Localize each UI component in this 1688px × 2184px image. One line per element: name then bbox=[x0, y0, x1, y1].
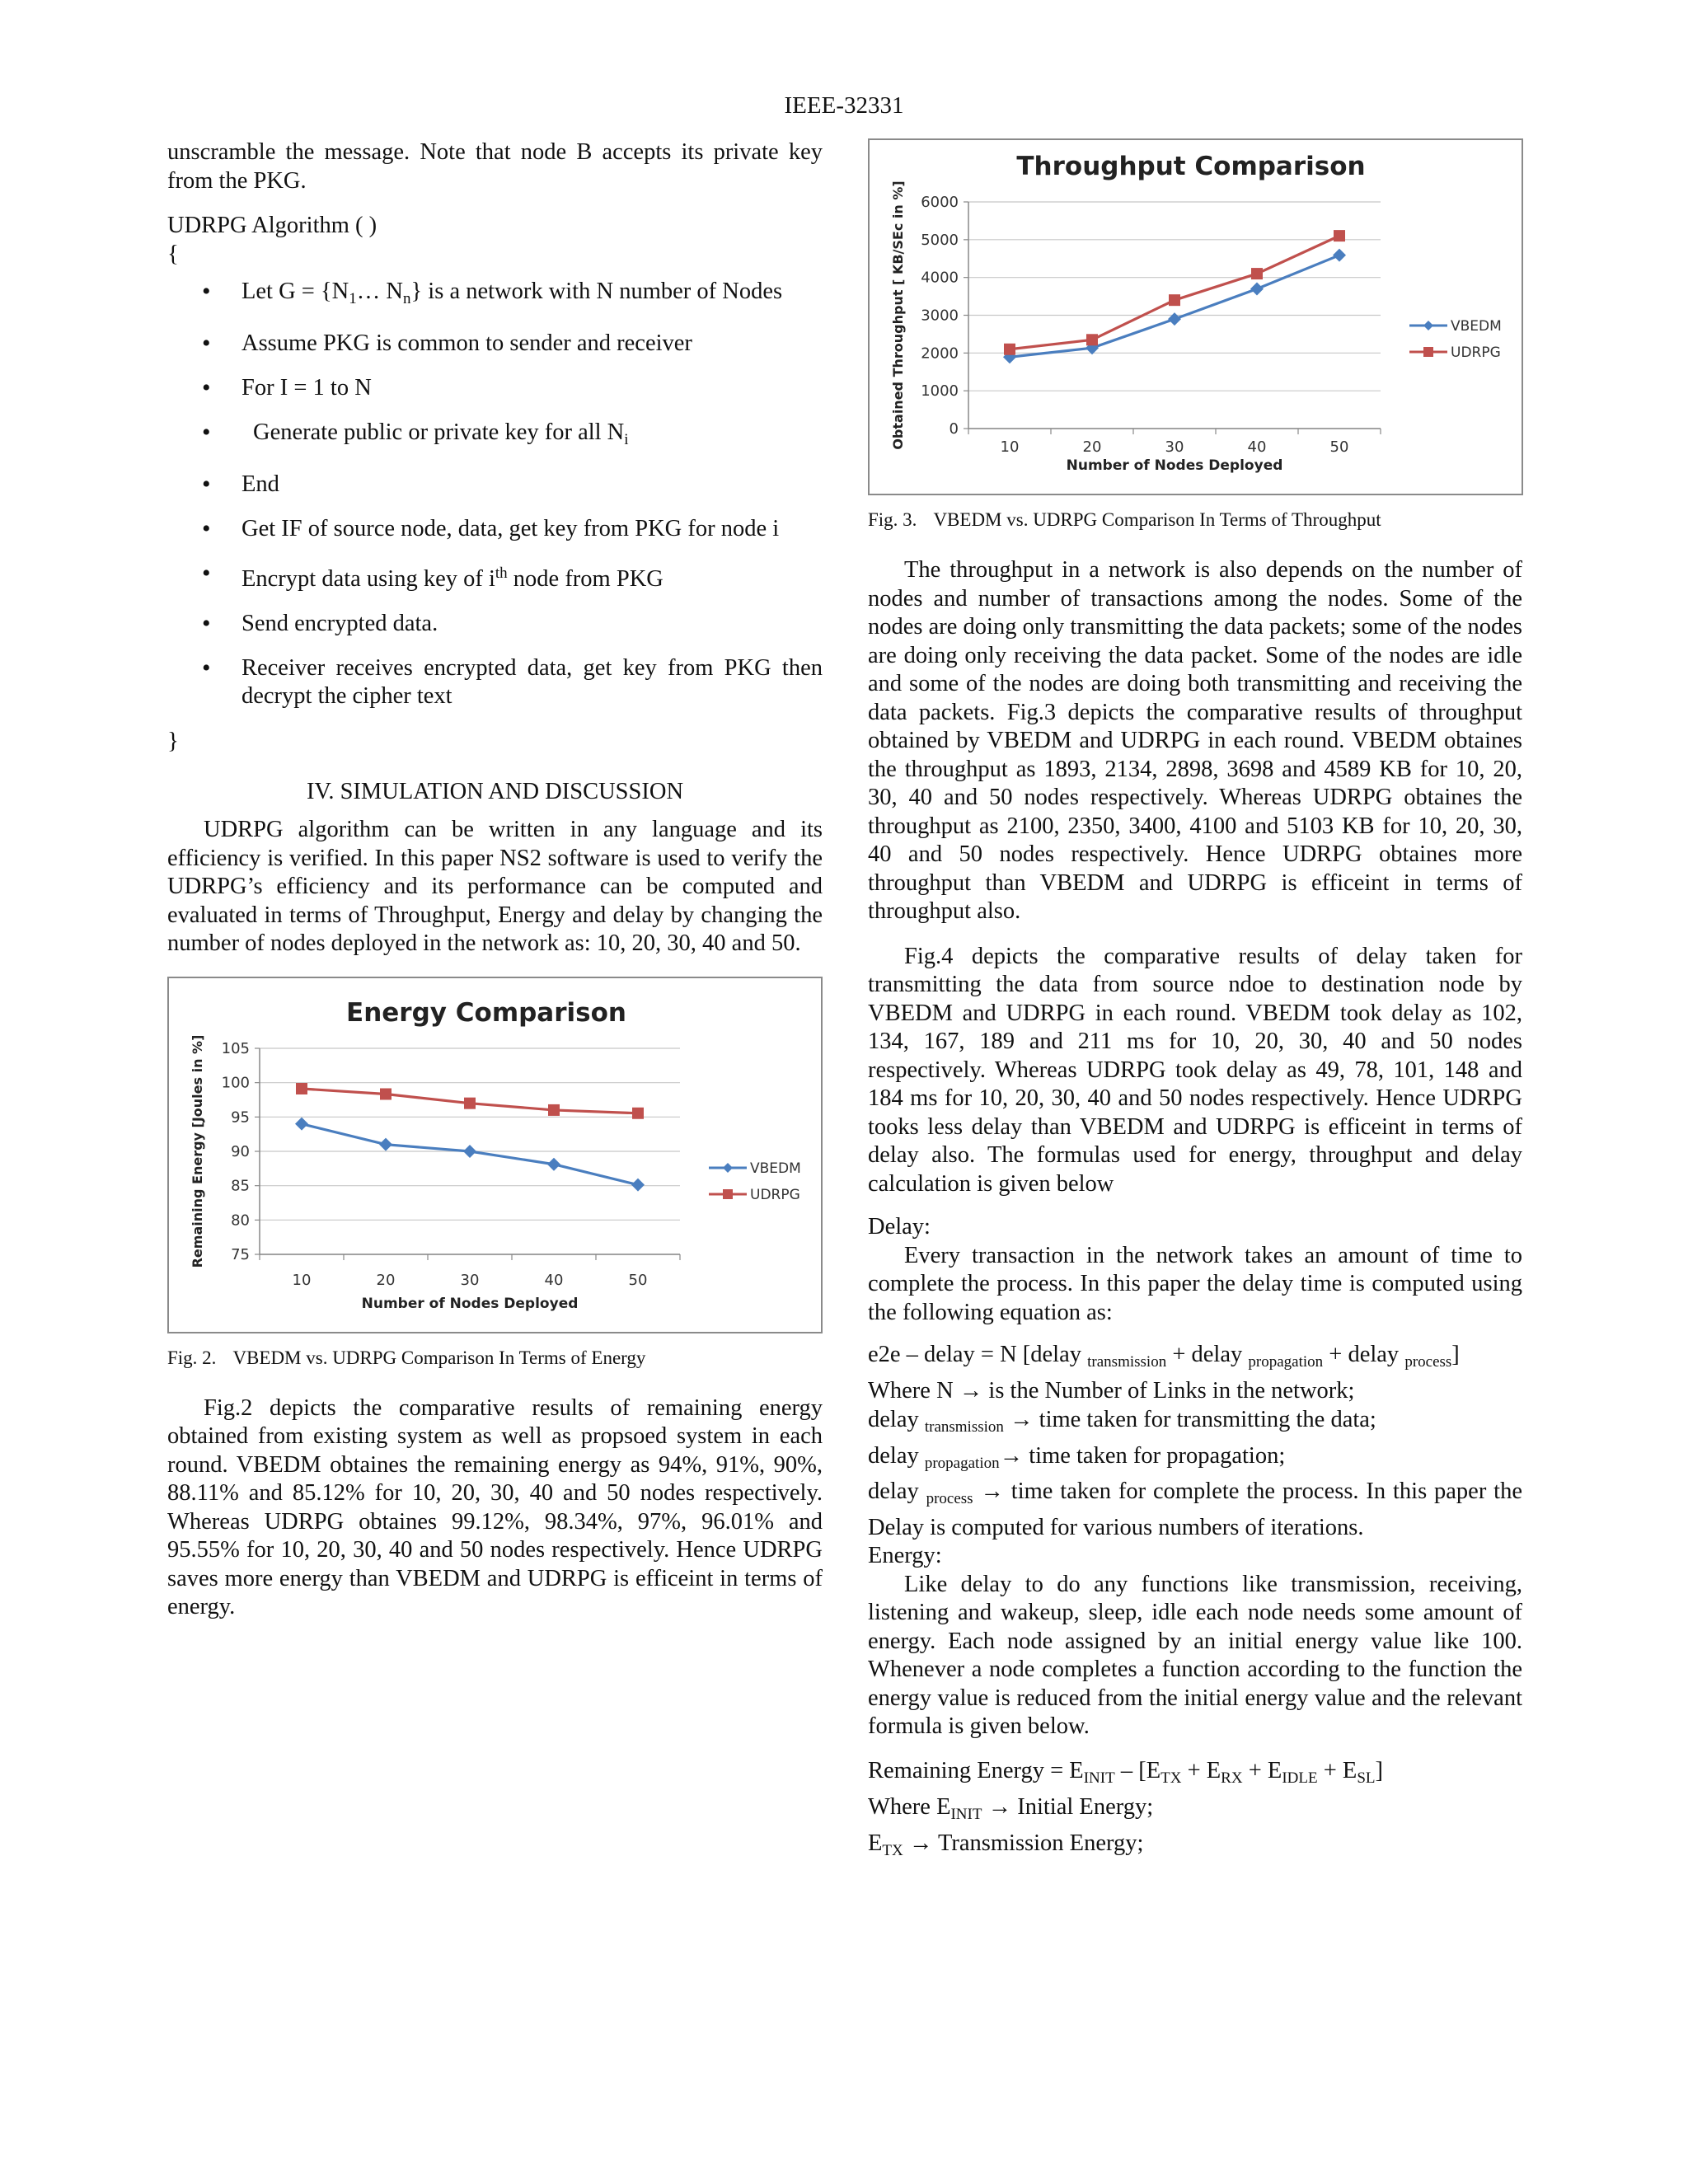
series-line-vbedm bbox=[1010, 255, 1339, 358]
where-einit-line: Where $E_{INIT}$ → Initial Energy; bbox=[868, 1793, 1154, 1823]
x-tick-label: 50 bbox=[1329, 438, 1349, 456]
algorithm-step: • For I = 1 to N bbox=[167, 374, 823, 402]
legend-label-udrpg: UDRPG bbox=[1451, 344, 1501, 361]
y-tick-label: 4000 bbox=[921, 269, 959, 287]
delay-transmission-line: delay $_{transmission}$ → time taken for transmitting the data; bbox=[868, 1407, 1376, 1436]
x-axis-label: Number of Nodes Deployed bbox=[361, 1295, 579, 1312]
intro-paragraph: unscramble the message. Note that node B accepts its private key from the PKG. bbox=[167, 139, 823, 194]
algorithm-step: • Send encrypted data. bbox=[167, 610, 823, 638]
algorithm-steps bbox=[167, 278, 823, 710]
algorithm-step: • Receiver receives encrypted data, get key from PKG then decrypt the cipher text bbox=[167, 654, 823, 710]
legend-label-vbedm: VBEDM bbox=[1451, 318, 1502, 335]
data-point-udrpg bbox=[464, 1097, 476, 1108]
y-axis-label: Remaining Energy [Joules in %] bbox=[190, 1034, 205, 1268]
series-line-udrpg bbox=[1010, 236, 1339, 349]
y-tick-label: 95 bbox=[231, 1108, 250, 1126]
fig2-caption: Fig. 2. VBEDM vs. UDRPG Comparison In Terms of Energy bbox=[167, 1347, 646, 1368]
x-tick-label: 20 bbox=[376, 1271, 396, 1289]
y-tick-label: 80 bbox=[231, 1211, 250, 1229]
y-tick-label: 5000 bbox=[921, 231, 959, 249]
legend-label-udrpg: UDRPG bbox=[750, 1186, 800, 1203]
y-tick-label: 3000 bbox=[921, 307, 959, 325]
y-tick-label: 85 bbox=[231, 1177, 250, 1195]
legend-marker-udrpg bbox=[1423, 347, 1433, 357]
algorithm-step: • Get IF of source node, data, get key from PKG for node i bbox=[167, 515, 823, 543]
x-tick-label: 30 bbox=[460, 1271, 480, 1289]
algorithm-step: • End bbox=[167, 471, 823, 499]
data-point-udrpg bbox=[296, 1083, 307, 1094]
throughput-paragraph: The throughput in a network is also depends on the number of nodes and number of transactions among the nodes. Some of the nodes are doing only transmitting the data packets; some of the nodes are doing only receiving the data packet. Some of the nodes are idle and some of the nodes are doing both transmitting and receiving the data packets. Fig.3 depicts the comparative results of throughput obtained by VBEDM and UDRPG in each round. VBEDM obtaines the throughput as 1893, 2134, 2898, 3698 and 4589 KB for 10, 20, 30, 40 and 50 nodes respectively. Whereas UDRPG obtaines the throughput as 2100, 2350, 3400, 4100 and 5103 KB for 10, 20, 30, 40 and 50 nodes respectively. Hence UDRPG obtaines more throughput than VBEDM and UDRPG is efficeint in terms of throughput also. bbox=[868, 557, 1522, 924]
legend-marker-udrpg bbox=[723, 1189, 733, 1199]
legend-marker-vbedm bbox=[1423, 321, 1433, 330]
y-tick-label: 105 bbox=[221, 1039, 250, 1057]
x-tick-label: 50 bbox=[628, 1271, 648, 1289]
energy-paragraph: Fig.2 depicts the comparative results of remaining energy obtained from existing system as well as propsoed system in each round. VBEDM obtaines the remaining energy as 94%, 91%, 90%, 88.11% and 85.12% for 10, 20, 30, 40 and 50 nodes respectively. Whereas UDRPG obtaines 99.12%, 98.34%, 97%, 96.01% and 95.55% for 10, 20, 30, 40 and 50 nodes respectively. Hence UDRPG saves more energy than VBEDM and UDRPG is efficeint in terms of energy. bbox=[167, 1394, 823, 1619]
data-point-udrpg bbox=[1086, 334, 1098, 345]
y-tick-label: 1000 bbox=[921, 382, 959, 401]
algorithm-step: • Let $G = \{N_1\dots$ $N_n$} is a network with N number of Nodes bbox=[167, 278, 823, 313]
throughput-chart bbox=[870, 140, 1522, 494]
data-point-vbedm bbox=[379, 1137, 392, 1151]
energy-chart-figure bbox=[167, 977, 823, 1333]
left-column bbox=[167, 138, 823, 1622]
remaining-energy-equation: Remaining Energy = $E_{INIT} - [E_{TX} + E_{RX} + E_{IDLE} + E_{SL}]$ bbox=[868, 1757, 1383, 1787]
data-point-vbedm bbox=[1168, 312, 1181, 326]
data-point-udrpg bbox=[1169, 294, 1180, 306]
delay-results-paragraph: Fig.4 depicts the comparative results of delay taken for transmitting the data from source ndoe to destination node by VBEDM and UDRPG in each round. VBEDM took delay as 102, 134, 167, 189 and 211 ms for 10, 20, 30, 40 and 50 nodes respectively. Whereas UDRPG took delay as 49, 78, 101, 148 and 184 ms for 10, 20, 30, 40 and 50 nodes respectively. Hence UDRPG tooks less delay than VBEDM and UDRPG is efficeint in terms of delay also. The formulas used for energy, throughput and delay calculation is given below bbox=[868, 943, 1522, 1197]
x-tick-label: 10 bbox=[1000, 438, 1020, 456]
y-tick-label: 90 bbox=[231, 1142, 250, 1160]
y-axis-label: Obtained Throughput [ KB/SEc in %] bbox=[890, 180, 906, 450]
where-n-line: Where N → is the Number of Links in the network; bbox=[868, 1378, 1355, 1404]
delay-equation: e2e – delay = N [delay $_{transmission}$ + delay $_{propagation}$ + delay $_{process}$] bbox=[868, 1342, 1460, 1371]
delay-paragraph: Every transaction in the network takes an amount of time to complete the process. In this paper the delay time is computed using the following equation as: bbox=[868, 1242, 1522, 1325]
energy-heading: Energy: bbox=[868, 1543, 942, 1568]
right-column bbox=[868, 138, 1522, 1865]
x-axis-label: Number of Nodes Deployed bbox=[1066, 457, 1283, 474]
algorithm-title: UDRPG Algorithm ( ) bbox=[167, 213, 377, 238]
algorithm-step: • Generate public or private key for all $N_i$ bbox=[167, 419, 823, 454]
x-tick-label: 40 bbox=[544, 1271, 564, 1289]
data-point-udrpg bbox=[548, 1104, 560, 1115]
running-header: IEEE-32331 bbox=[784, 92, 904, 119]
y-tick-label: 0 bbox=[949, 420, 959, 438]
x-tick-label: 10 bbox=[292, 1271, 312, 1289]
data-point-vbedm bbox=[295, 1117, 308, 1130]
delay-process-line: delay $_{process}$ → time taken for complete the process. In this paper the Delay is computed for various numbers of iterations. bbox=[868, 1479, 1522, 1540]
data-point-udrpg bbox=[380, 1088, 392, 1099]
throughput-chart-figure bbox=[868, 138, 1523, 495]
energy-chart bbox=[169, 978, 821, 1332]
algorithm-step: • Encrypt data using key of $i^{th}$ node from PKG bbox=[167, 560, 823, 593]
data-point-udrpg bbox=[1251, 268, 1263, 279]
legend-marker-vbedm bbox=[723, 1163, 733, 1173]
etx-line: $E_{TX}$ → Transmission Energy; bbox=[868, 1830, 1144, 1859]
simulation-paragraph: UDRPG algorithm can be written in any language and its efficiency is verified. In this paper NS2 software is used to verify the UDRPG’s efficiency and its performance can be computed and evaluated in terms of Throughput, Energy and delay by changing the number of nodes deployed in the network as: 10, 20, 30, 40 and 50. bbox=[167, 817, 823, 956]
data-point-vbedm bbox=[631, 1178, 645, 1191]
section-heading: IV. SIMULATION AND DISCUSSION bbox=[306, 779, 684, 804]
open-brace: { bbox=[167, 241, 179, 267]
y-tick-label: 100 bbox=[221, 1074, 250, 1092]
algorithm-step: • Assume PKG is common to sender and receiver bbox=[167, 330, 823, 358]
data-point-udrpg bbox=[632, 1107, 644, 1118]
delay-heading: Delay: bbox=[868, 1214, 931, 1240]
y-tick-label: 2000 bbox=[921, 344, 959, 363]
fig3-caption: Fig. 3. VBEDM vs. UDRPG Comparison In Terms of Throughput bbox=[868, 509, 1381, 530]
y-tick-label: 75 bbox=[231, 1245, 250, 1263]
data-point-vbedm bbox=[547, 1157, 560, 1170]
x-tick-label: 20 bbox=[1082, 438, 1102, 456]
x-tick-label: 30 bbox=[1165, 438, 1184, 456]
chart-title: Energy Comparison bbox=[346, 997, 626, 1028]
close-brace: } bbox=[167, 728, 179, 754]
energy-formula-paragraph: Like delay to do any functions like transmission, receiving, listening and wakeup, sleep, idle each node needs some amount of energy. Each node assigned by an initial energy value like 100. Whenever a node completes a function according to the function the energy value is reduced from the initial energy value and the relevant formula is given below. bbox=[868, 1571, 1522, 1739]
data-point-vbedm bbox=[463, 1145, 476, 1158]
delay-propagation-line: delay $_{propagation}$→ time taken for propagation; bbox=[868, 1443, 1286, 1472]
data-point-vbedm bbox=[1250, 283, 1264, 296]
data-point-udrpg bbox=[1334, 230, 1345, 241]
data-point-udrpg bbox=[1004, 344, 1015, 355]
data-point-vbedm bbox=[1333, 249, 1346, 262]
chart-title: Throughput Comparison bbox=[1016, 152, 1366, 181]
legend-label-vbedm: VBEDM bbox=[750, 1160, 801, 1177]
x-tick-label: 40 bbox=[1247, 438, 1267, 456]
y-tick-label: 6000 bbox=[921, 194, 959, 211]
